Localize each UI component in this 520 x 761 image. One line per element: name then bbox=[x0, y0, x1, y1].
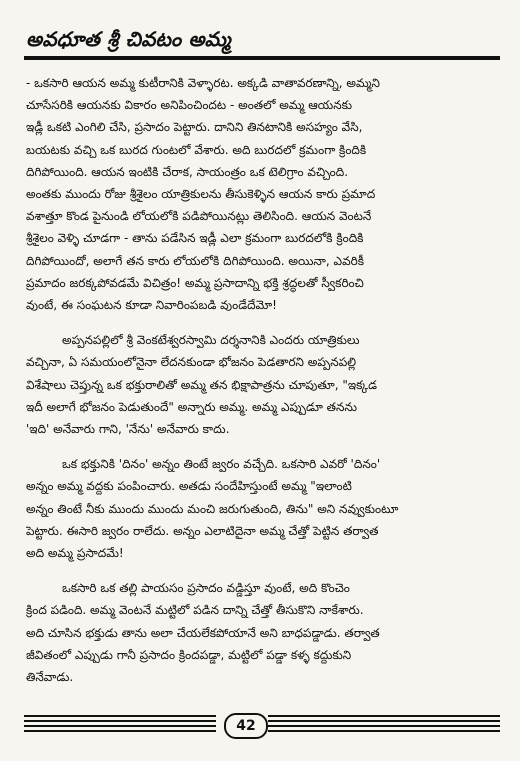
text-line: అన్నం అమ్మ వద్దకు పంపించారు. అతడు సందేహిస్తుంటే అమ్మ "ఇలాంటి bbox=[26, 479, 352, 494]
text-line: ఒక భక్తునికి 'దినం' అన్నం తింటే జ్వరం వచ్చేది. ఒకసారి ఎవరో 'దినం' bbox=[62, 457, 381, 472]
text-line: పెట్టారు. ఈసారి జ్వరం రాలేదు. అన్నం ఎలాటిదైనా అమ్మ చేత్తో పెట్టిన తర్వాత bbox=[26, 523, 379, 538]
text-line: జీవితంలో ఎప్పుడు గానీ ప్రసాదం క్రిందపడ్డా, మట్టిలో పడ్డా కళ్ళ కద్దుకుని bbox=[26, 647, 352, 662]
header-rule bbox=[24, 56, 500, 60]
text-line: - ఒకసారి ఆయన అమ్మ కుటీరానికి వెళ్ళారట. అక్కడి వాతావరణాన్ని, అమ్మని bbox=[26, 76, 380, 90]
running-header bbox=[24, 26, 500, 60]
text-line: అప్పనపల్లిలో శ్రీ వెంకటేశ్వరస్వామి దర్శనానికి ఎందరు యాత్రికులు bbox=[62, 333, 360, 348]
text-line: ఇడ్లీ ఒకటి ఎంగిలి చేసి, ప్రసాదం పెట్టారు. దానిని తినటానికి అసహ్యం వేసి, bbox=[26, 120, 363, 135]
text-line: తినేవాడు. bbox=[26, 670, 74, 685]
paragraph bbox=[26, 329, 496, 440]
text-line: ప్రమాదం జరక్కపోవడమే విచిత్రం! అమ్మ ప్రసాదాన్ని భక్తి శ్రద్ధలతో స్వీకరించి bbox=[26, 275, 364, 290]
text-line: ఇదీ అలాగే భోజనం పెడుతుందే" అన్నారు అమ్మ. అమ్మ ఎప్పుడూ తనను bbox=[26, 399, 357, 414]
text-line: విశేషాలు చెప్తున్న ఒక భక్తురాలితో అమ్మ తన భిక్షాపాత్రను చూపుతూ, "ఇక్కడ bbox=[26, 377, 378, 392]
text-line: చూసేసరికి ఆయనకు వికారం అనిపించిందట - అంతలో అమ్మ ఆయనకు bbox=[26, 98, 353, 113]
text-line: దిగిపోయింది. ఆయన ఇంటికి చేరాక, సాయంత్రం ఒక టెలిగ్రాం వచ్చింది. bbox=[26, 164, 349, 179]
text-line: దిగిపోయిందో, అలాగే తన కారు లోయలోకి దిగిపోయింది. అయినా, ఎవరికీ bbox=[26, 253, 364, 268]
page-body bbox=[26, 72, 496, 701]
footer-rule-right bbox=[268, 715, 500, 735]
text-line: బయటకు వచ్చి ఒక బురద గుంటలో వేశారు. అది బురదలో క్రమంగా క్రిందికి bbox=[26, 142, 367, 157]
text-line: అది చూసిన భక్తుడు తాను అలా చేయలేకపోయానే అని బాధపడ్డాడు. తర్వాత bbox=[26, 625, 380, 640]
footer-rule-left bbox=[24, 715, 216, 735]
text-line: వచ్చినా, ఏ సమయంలోనైనా లేదనకుండా భోజనం పెడతారని అప్పనపల్లి bbox=[26, 355, 357, 370]
paragraph bbox=[26, 453, 496, 564]
text-line: క్రింద పడింది. అమ్మ వెంటనే మట్టిలో పడిన దాన్ని చేత్తో తీసుకొని నాకేశారు. bbox=[26, 603, 364, 618]
paragraph bbox=[26, 577, 496, 688]
text-line: వశాత్తూ కొండ పైనుండి లోయలోకి పడిపోయినట్లు తెలిసింది. ఆయన వెంటనే bbox=[26, 209, 372, 224]
text-line: వుంటే, ఈ సంఘటన కూడా నివారింపబడి వుండేదేమో! bbox=[26, 298, 277, 313]
paragraph bbox=[26, 72, 496, 316]
text-line: ఒకసారి ఒక తల్లి పాయసం ప్రసాదం వడ్డిస్తూ వుంటే, అది కొంచెం bbox=[62, 581, 350, 596]
text-line: అంతకు ముందు రోజు శ్రీశైలం యాత్రికులను తీసుకెళ్ళిన ఆయన కారు ప్రమాద bbox=[26, 187, 376, 202]
text-line: అది అమ్మ ప్రసాదమే! bbox=[26, 546, 124, 561]
text-line: అన్నం తింటే నీకు ముందు ముందు మంచి జరుగుతుంది, తిను" అని నవ్వుకుంటూ bbox=[26, 501, 399, 516]
page-number: 42 bbox=[224, 713, 268, 739]
book-title: అవధూత శ్రీ చివటం అమ్మ bbox=[26, 27, 231, 51]
text-line: 'ఇది' అనేవారు గాని, 'నేను' అనేవారు కాదు. bbox=[26, 422, 230, 437]
page-footer bbox=[24, 712, 500, 738]
text-line: శ్రీశైలం వెళ్ళి చూడగా - తాను పడేసిన ఇడ్లీ ఎలా క్రమంగా బురదలోకి క్రిందికి bbox=[26, 231, 364, 246]
